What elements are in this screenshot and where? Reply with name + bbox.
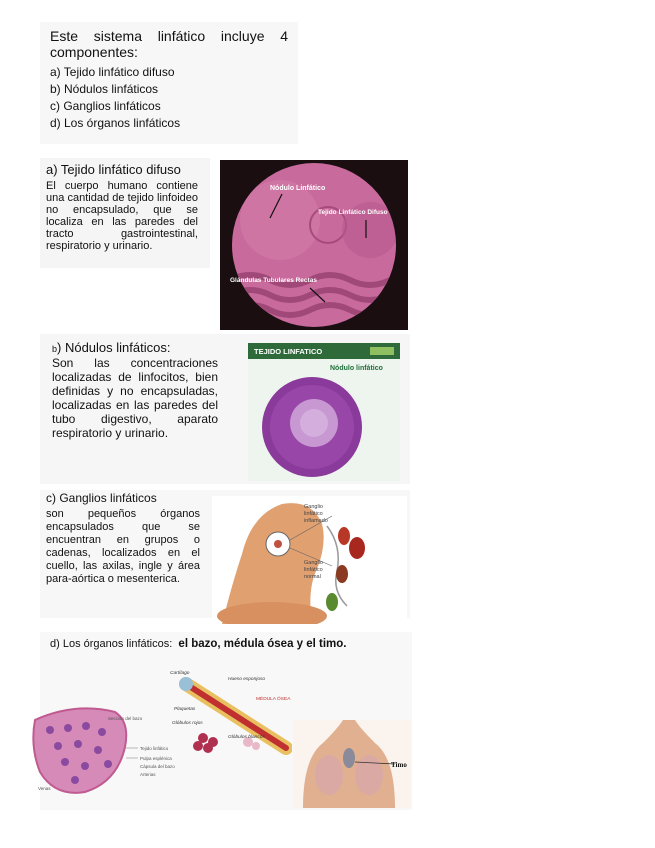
section-c-text: son pequeños órganos encapsulados que se encuentran en grupos o cadenas, localizados en el cuello, las axilas, ingle y área para-aórtica o mesenterica. [46, 508, 200, 585]
section-d-prefix: d) Los órganos linfáticos: [50, 638, 173, 650]
label-arterias: Arterias [140, 772, 156, 777]
label-cartilago: Cartílago [170, 671, 190, 676]
bone-marrow-illustration [168, 666, 292, 756]
list-item: d) Los órganos linfáticos [50, 116, 181, 130]
label-normal-1: Ganglio [304, 560, 323, 566]
label-pulpa: Pulpa esplénica [140, 756, 172, 761]
label-capsula: Cápsula del bazo [140, 764, 175, 769]
label-inflamed-1: Ganglio [304, 504, 323, 510]
normal-node [326, 593, 338, 611]
list-item: c) Ganglios linfáticos [50, 99, 161, 113]
diffuse-tissue-micrograph [220, 160, 408, 330]
label-nodulo: Nódulo Linfático [270, 185, 326, 192]
section-a-title: a) Tejido linfático difuso [46, 162, 181, 177]
section-d-bold: el bazo, médula ósea y el timo. [178, 638, 347, 650]
label-inflamed-3: inflamado [304, 518, 328, 524]
logo-mark [370, 347, 394, 355]
label-globulos-blancos: Glóbulos blancos [228, 735, 265, 740]
section-b-text: Son las concentraciones localizadas de linfocitos, bien definidas y no encapsuladas, localizadas en las paredes del tubo digestivo, aparato respiratorio y urinario. [52, 356, 218, 440]
label-plaquetas: Plaquetas [174, 707, 196, 712]
label-medula: MÉDULA ÓSEA [256, 697, 291, 702]
section-b-prefix: b [52, 344, 58, 354]
section-b-title [52, 340, 170, 355]
inflamed-node [349, 537, 365, 559]
label-normal-3: normal [304, 574, 321, 580]
label-difuso: Tejido Linfático Difuso [318, 209, 388, 216]
label-venas: Venas [38, 786, 51, 791]
section-c-title: c) Ganglios linfáticos [46, 491, 157, 505]
label-tejido: Tejido linfático [140, 746, 169, 751]
label-glandulas: Glándulas Tubulares Rectas [230, 277, 317, 284]
intro-panel [40, 22, 298, 144]
lymph-node-neck-illustration [212, 496, 407, 624]
intro-heading: Este sistema linfático incluye 4 componentes: [50, 28, 288, 60]
label-normal-2: linfático [304, 567, 323, 573]
label-hueso: Hueso esponjoso [228, 677, 266, 682]
label-timo: Timo [391, 761, 407, 769]
section-d-title [50, 638, 347, 650]
section-b-title-text: ) Nódulos linfáticos: [57, 340, 171, 355]
label-seccion: Sección del bazo [108, 716, 143, 721]
lymph-nodule-image [248, 343, 400, 481]
spleen-section-illustration [30, 700, 176, 796]
nodule-caption: Nódulo linfático [330, 365, 383, 372]
label-globulos-rojos: Glóbulos rojos [172, 721, 203, 726]
thymus-torso-illustration [293, 720, 411, 808]
component-list [50, 64, 180, 132]
label-inflamed-2: linfático [304, 511, 323, 517]
list-item: b) Nódulos linfáticos [50, 82, 159, 96]
list-item: a) Tejido linfático difuso [50, 65, 175, 79]
section-a-text: El cuerpo humano contiene una cantidad de tejido linfoideo no encapsulado, que se localiza en las paredes del tracto gastrointestinal, respiratorio y urinario. [46, 180, 198, 252]
nodule-header: TEJIDO LINFATICO [254, 347, 323, 356]
